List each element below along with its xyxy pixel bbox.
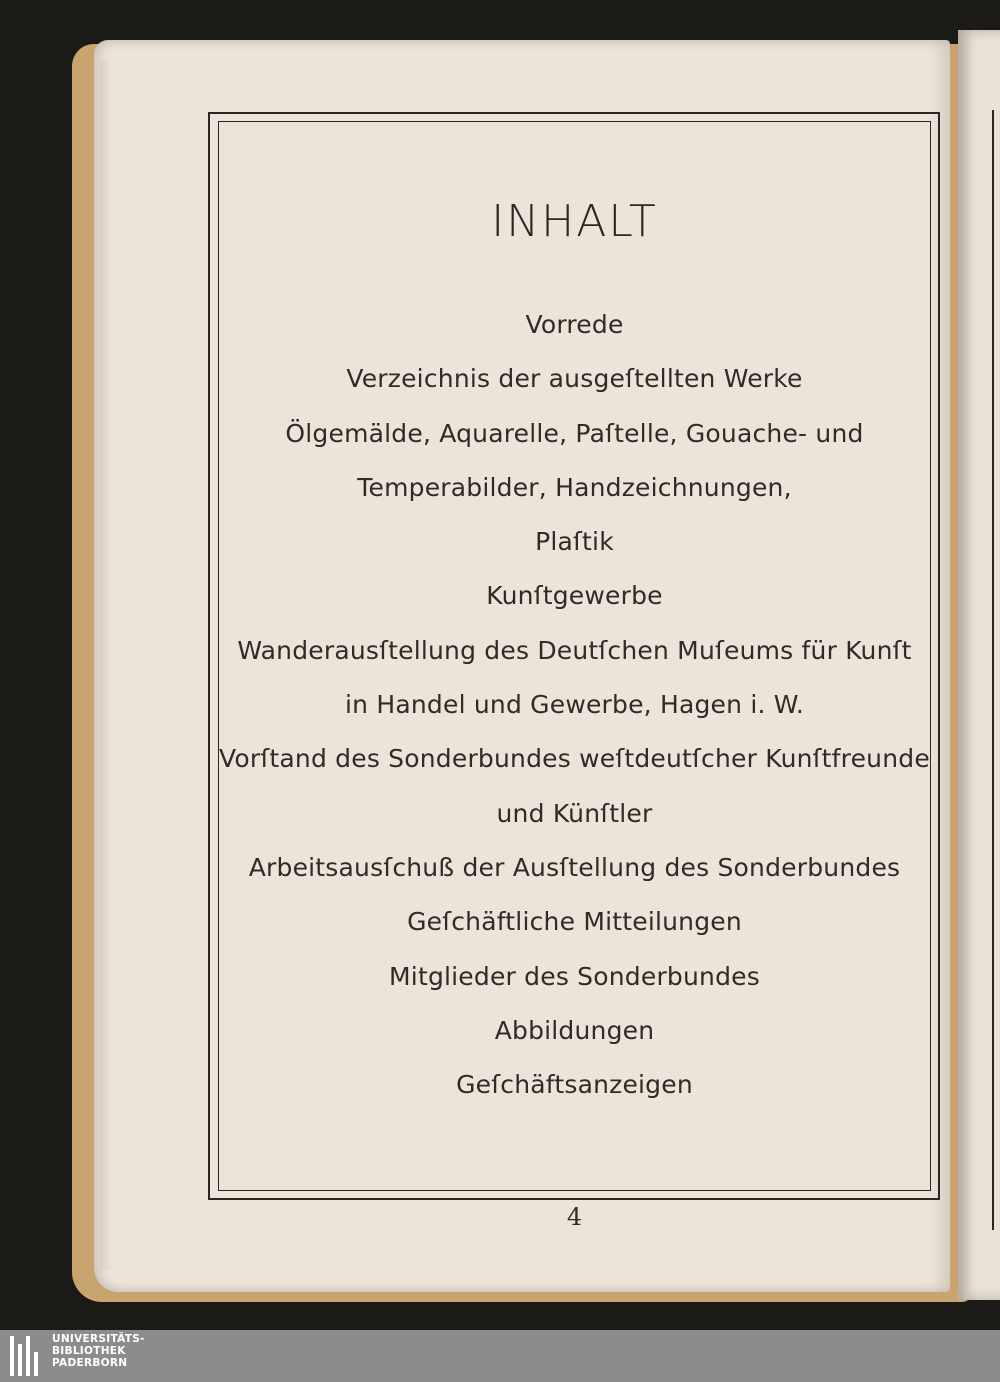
library-logo-icon <box>10 1336 44 1376</box>
library-footer-bar <box>0 1330 1000 1382</box>
logo-line: PADERBORN <box>52 1357 128 1369</box>
toc-entry: Ölgemälde, Aquarelle, Paſtelle, Gouache- und <box>285 418 864 448</box>
toc-entry: Plaſtik <box>535 527 614 557</box>
toc-entry: Verzeichnis der ausgeſtellten Werke <box>346 364 803 394</box>
toc-entry: Temperabilder, Handzeichnungen, <box>357 472 792 502</box>
page-fold-shadow <box>100 60 112 1270</box>
toc-entry: Abbildungen <box>494 1015 655 1045</box>
toc-entry: und Künſtler <box>496 798 653 828</box>
logo-line: BIBLIOTHEK <box>52 1345 126 1357</box>
toc-entry: Arbeitsausſchuß der Ausſtellung des Sonderbundes <box>248 852 901 882</box>
toc-entry: Vorrede <box>525 310 624 339</box>
toc-entry: Mitglieder des Sonderbundes <box>389 961 760 991</box>
facing-page-border <box>992 110 1000 1230</box>
library-logo-text <box>52 1333 145 1369</box>
toc-entry: in Handel und Gewerbe, Hagen i. W. <box>345 690 804 720</box>
page-title: INHALT <box>491 196 658 247</box>
toc-entry: Geſchäftliche Mitteilungen <box>407 907 742 937</box>
toc-entry: Vorſtand des Sonderbundes weſtdeutſcher Kunſtfreunde <box>219 744 930 774</box>
facing-page-edge <box>958 30 1000 1300</box>
page-number: 4 <box>566 1203 583 1231</box>
toc-entry: Kunſtgewerbe <box>486 581 663 611</box>
logo-line: UNIVERSITÄTS- <box>52 1333 145 1345</box>
toc-entry: Wanderausſtellung des Deutſchen Muſeums für Kunſt <box>237 635 912 665</box>
toc-entry: Geſchäftsanzeigen <box>456 1070 693 1100</box>
table-of-contents <box>218 298 931 1112</box>
